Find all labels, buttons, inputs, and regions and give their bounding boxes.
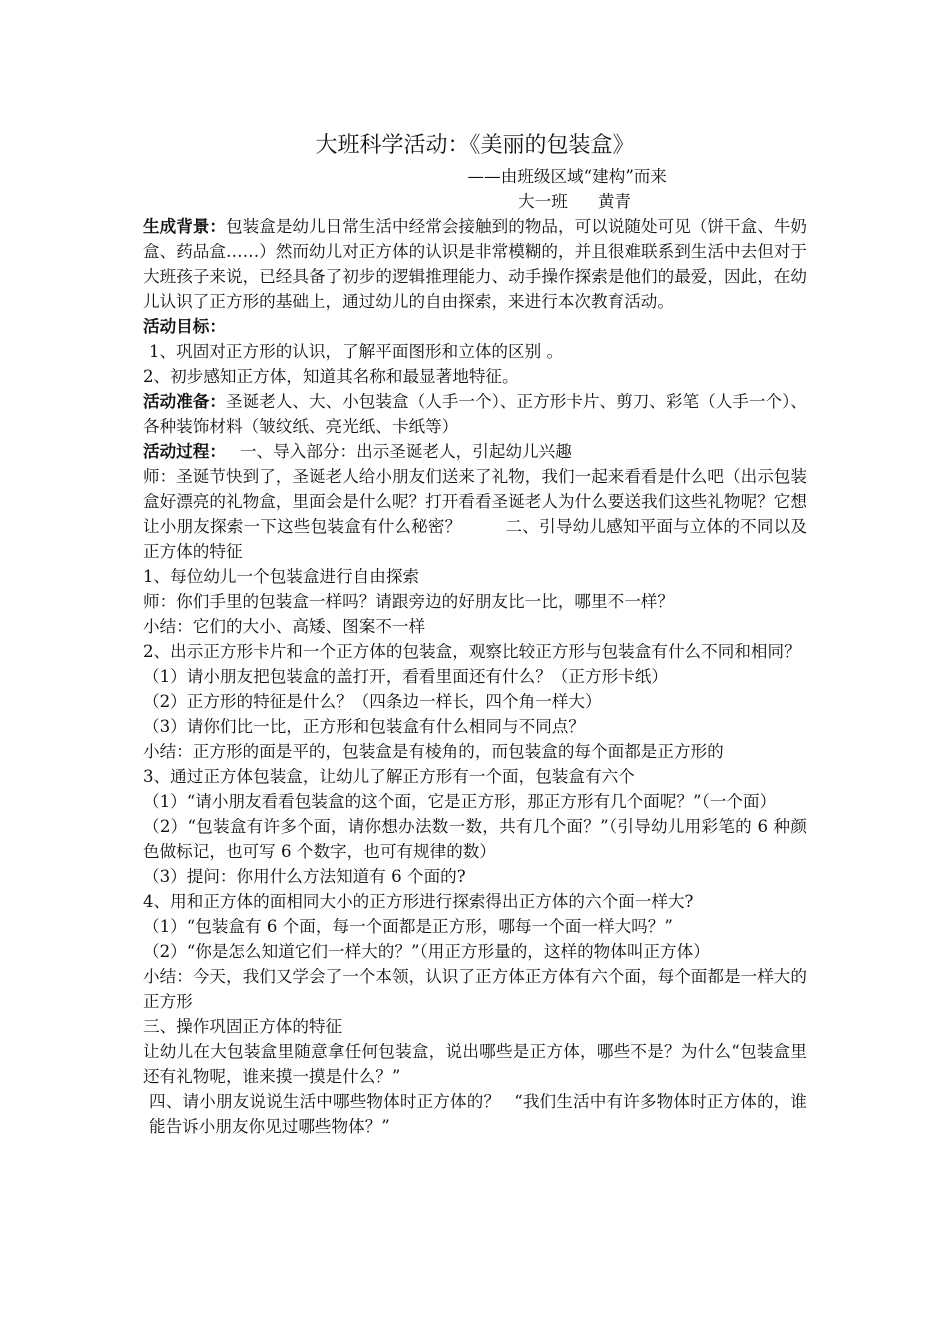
process-line: （1）请小朋友把包装盒的盖打开，看看里面还有什么？（正方形卡纸） [143,667,668,686]
process-line: （3）提问：你用什么方法知道有 6 个面的? [143,867,466,886]
document-page [143,128,807,1139]
process-step-4-prompt: “我们生活中有许多物体时正方体的，谁能告诉小朋友你见过哪些物体？” [149,1092,808,1136]
process-line: （1）“请小朋友看看包装盒的这个面，它是正方形，那正方形有几个面呢？”（一个面） [143,792,777,811]
process-line: 让幼儿在大包装盒里随意拿任何包装盒，说出哪些是正方体，哪些不是？为什么“包装盒里还有礼物呢，谁来摸一摸是什么？” [143,1042,807,1086]
process-line: 2、出示正方形卡片和一个正方体的包装盒，观察比较正方形与包装盒有什么不同和相同？ [143,642,801,661]
document-title: 大班科学活动：《美丽的包装盒》 [315,133,635,158]
preparation-label: 活动准备： [143,392,226,411]
process-line: 1、每位幼儿一个包装盒进行自由探索 [143,567,420,586]
author-line [143,189,807,214]
process-line: （3）请你们比一比，正方形和包装盒有什么相同与不同点？ [143,717,585,736]
author-name: 黄青 [597,192,631,211]
process-step-1: 一、导入部分：出示圣诞老人，引起幼儿兴趣 [239,442,572,461]
process-label: 活动过程： [143,442,226,461]
goal-item-2: 2、初步感知正方体，知道其名称和最显著地特征。 [143,367,519,386]
goal-item-1: 1、巩固对正方形的认识，了解平面图形和立体的区别 。 [149,342,564,361]
document-subtitle: ——由班级区域“建构”而来 [467,167,667,186]
process-line: （2）“包装盒有许多个面，请你想办法数一数，共有几个面？”（引导幼儿用彩笔的 6 种颜色做标记，也可写 6 个数字，也可有规律的数） [143,817,807,861]
process-step-2: 二、引导幼儿感知平面与立体的不同以及正方体的特征 [143,517,808,561]
teacher-intro-text: 师：圣诞节快到了，圣诞老人给小朋友们送来了礼物，我们一起来看看是什么吧（出示包装盒好漂亮的礼物盒，里面会是什么呢？打开看看圣诞老人为什么要送我们这些礼物呢？它想让小朋友探索一下这些包装盒有什么秘密？ [143,467,807,536]
background-label: 生成背景： [143,217,227,236]
process-heading [143,439,807,464]
teacher-intro-paragraph [143,464,807,564]
goals-label: 活动目标： [143,317,226,336]
process-line: 4、用和正方体的面相同大小的正方形进行探索得出正方体的六个面一样大? [143,892,694,911]
process-line: 3、通过正方体包装盒，让幼儿了解正方形有一个面，包装盒有六个 [143,767,635,786]
process-step-4-question: 四、请小朋友说说生活中哪些物体时正方体的？ [149,1092,501,1111]
author-class: 大一班 [518,192,568,211]
process-line: 小结：今天，我们又学会了一个本领，认识了正方体正方体有六个面，每个面都是一样大的正方形 [143,967,807,1011]
preparation-text: 圣诞老人、大、小包装盒（人手一个）、正方形卡片、剪刀、彩笔（人手一个）、各种装饰材料（皱纹纸、亮光纸、卡纸等） [143,392,807,436]
background-paragraph [143,214,807,314]
process-line: 小结：它们的大小、高矮、图案不一样 [143,617,426,636]
process-line: （2）正方形的特征是什么？（四条边一样长，四个角一样大） [143,692,602,711]
process-line: 三、操作巩固正方体的特征 [143,1017,343,1036]
process-line: 小结：正方形的面是平的，包装盒是有棱角的，而包装盒的每个面都是正方形的 [143,742,724,761]
preparation-paragraph [143,389,807,439]
process-line: （1）“包装盒有 6 个面，每一个面都是正方形，哪每一个面一样大吗？” [143,917,673,936]
process-line: 师：你们手里的包装盒一样吗？请跟旁边的好朋友比一比，哪里不一样？ [143,592,674,611]
process-line: （2）“你是怎么知道它们一样大的？”（用正方形量的，这样的物体叫正方体） [143,942,710,961]
background-text: 包装盒是幼儿日常生活中经常会接触到的物品，可以说随处可见（饼干盒、牛奶盒、药品盒……）然而幼儿对正方体的认识是非常模糊的，并且很难联系到生活中去但对于大班孩子来说，已经具备了初步的逻辑推理能力、动手操作探索是他们的最爱，因此，在幼儿认识了正方形的基础上，通过幼儿的自由探索，来进行本次教育活动。 [143,217,808,311]
process-step-4 [143,1089,807,1139]
